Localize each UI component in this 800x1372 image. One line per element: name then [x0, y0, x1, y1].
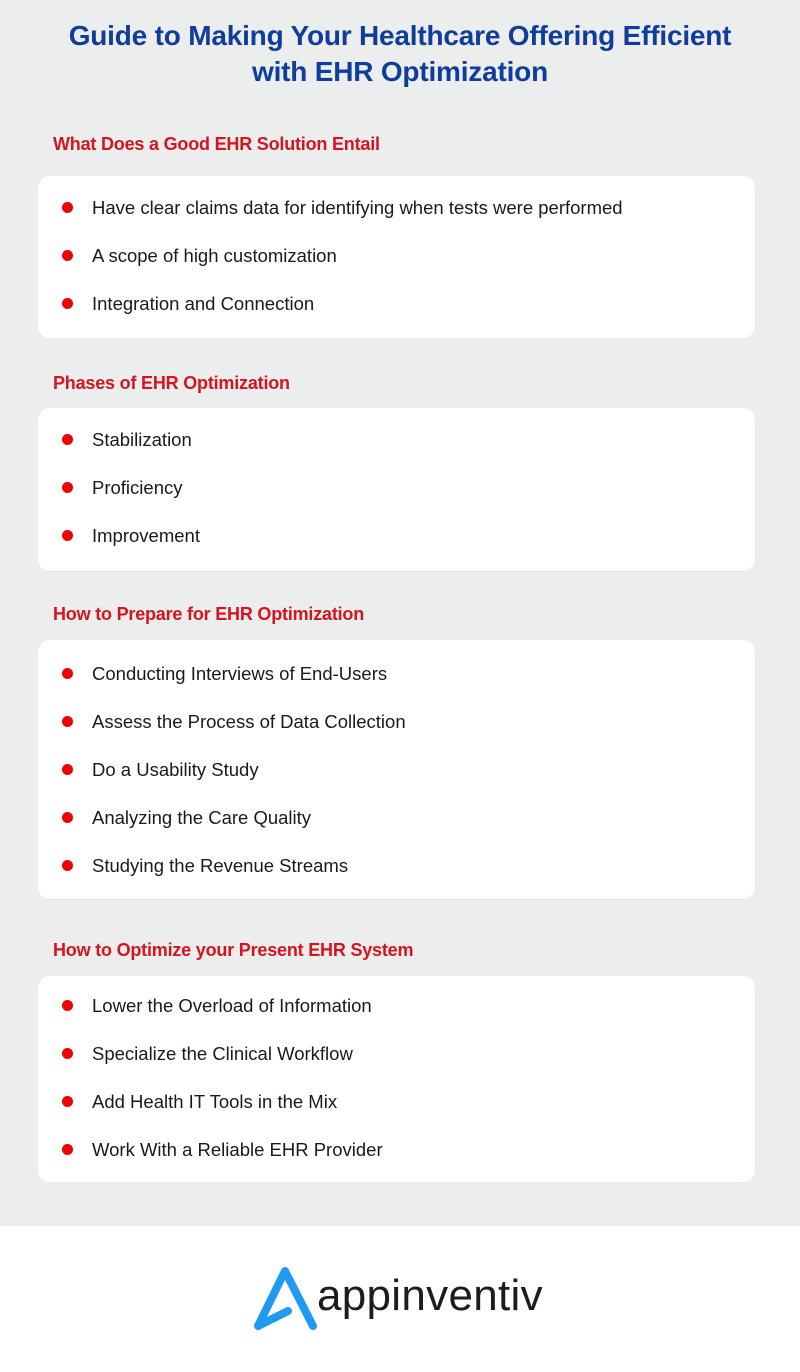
- bullet-dot-icon: [62, 764, 73, 775]
- list-item-text: Integration and Connection: [92, 293, 315, 314]
- list-item: [38, 473, 755, 503]
- list-item: [38, 1135, 755, 1165]
- bullet-dot-icon: [62, 716, 73, 727]
- list-item: [38, 193, 755, 223]
- section-heading-optimize: How to Optimize your Present EHR System: [53, 940, 414, 960]
- section-card-phases: [38, 408, 755, 571]
- list-item-text: Lower the Overload of Information: [92, 995, 372, 1016]
- section-card-prepare: [38, 640, 755, 899]
- list-item: [38, 659, 755, 689]
- list-item: [38, 707, 755, 737]
- list-item: [38, 241, 755, 271]
- appinventiv-a-icon: [253, 1266, 319, 1332]
- bullet-dot-icon: [62, 202, 73, 213]
- list-item: [38, 803, 755, 833]
- section-heading-prepare: How to Prepare for EHR Optimization: [53, 604, 365, 624]
- brand-logo: [253, 1266, 553, 1332]
- bullet-dot-icon: [62, 1096, 73, 1107]
- section-heading-good-ehr-solution: What Does a Good EHR Solution Entail: [53, 134, 380, 154]
- list-item-text: Specialize the Clinical Workflow: [92, 1043, 353, 1064]
- list-item-text: Assess the Process of Data Collection: [92, 711, 406, 732]
- list-item-text: Improvement: [92, 525, 200, 546]
- list-item: [38, 1039, 755, 1069]
- bullet-dot-icon: [62, 1048, 73, 1059]
- list-item-text: Studying the Revenue Streams: [92, 855, 349, 876]
- list-item: [38, 851, 755, 881]
- brand-name: appinventiv: [317, 1271, 543, 1320]
- list-item-text: Stabilization: [92, 429, 192, 450]
- list-item-text: Do a Usability Study: [92, 759, 259, 780]
- list-item-text: Conducting Interviews of End-Users: [92, 663, 388, 684]
- section-heading-phases: Phases of EHR Optimization: [53, 373, 290, 393]
- list-item-text: Have clear claims data for identifying when tests were performed: [92, 197, 623, 218]
- bullet-dot-icon: [62, 1144, 73, 1155]
- list-item-text: Work With a Reliable EHR Provider: [92, 1139, 383, 1160]
- bullet-dot-icon: [62, 250, 73, 261]
- footer: [0, 1226, 800, 1372]
- page-title: [0, 18, 800, 90]
- section-card-optimize: [38, 976, 755, 1182]
- bullet-dot-icon: [62, 434, 73, 445]
- list-item: [38, 425, 755, 455]
- list-item-text: Analyzing the Care Quality: [92, 807, 312, 828]
- page-title-line-1: Guide to Making Your Healthcare Offering Efficient: [68, 20, 732, 51]
- list-item: [38, 755, 755, 785]
- list-item: [38, 521, 755, 551]
- bullet-dot-icon: [62, 530, 73, 541]
- list-item-text: A scope of high customization: [92, 245, 337, 266]
- bullet-dot-icon: [62, 298, 73, 309]
- list-item: [38, 289, 755, 319]
- list-item: [38, 1087, 755, 1117]
- bullet-dot-icon: [62, 1000, 73, 1011]
- bullet-dot-icon: [62, 668, 73, 679]
- bullet-dot-icon: [62, 812, 73, 823]
- list-item-text: Add Health IT Tools in the Mix: [92, 1091, 338, 1112]
- list-item: [38, 991, 755, 1021]
- bullet-dot-icon: [62, 860, 73, 871]
- bullet-dot-icon: [62, 482, 73, 493]
- section-card-good-ehr-solution: [38, 176, 755, 338]
- page-title-line-2: with EHR Optimization: [251, 56, 548, 87]
- list-item-text: Proficiency: [92, 477, 183, 498]
